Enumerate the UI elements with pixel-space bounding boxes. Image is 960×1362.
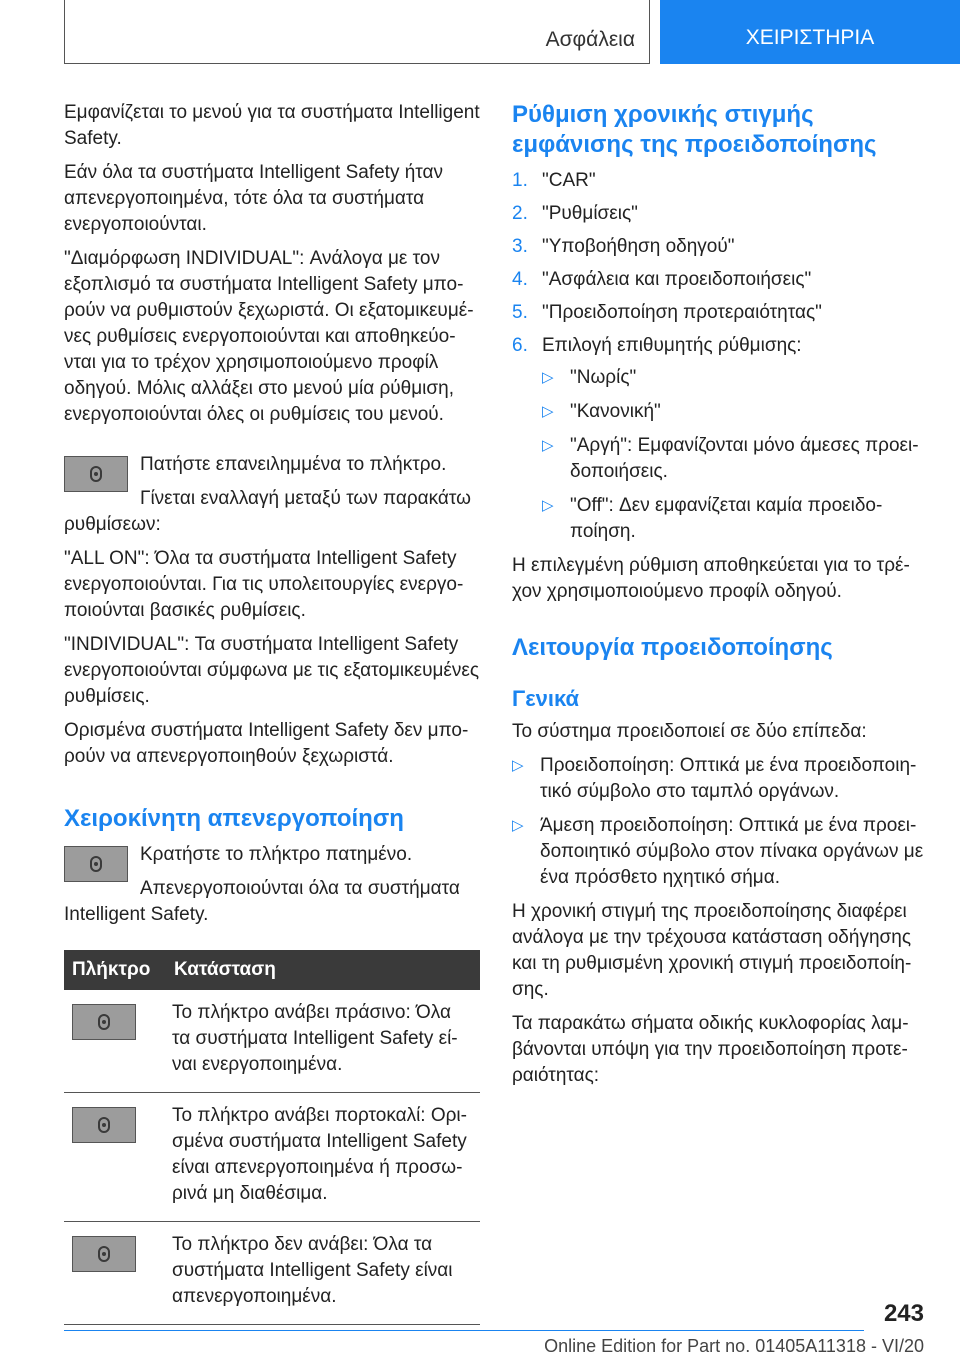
intro-paragraph: Εμφανίζεται το μενού για τα συστήματα Intelligent Safety. — [64, 102, 480, 149]
footer-divider — [64, 1330, 864, 1331]
header-section-box — [64, 0, 650, 64]
table-cell-state: Το πλήκτρο ανάβει πράσινο: Όλα τα συστήματα Intelligent Safety είναι ενεργοποιημένα. — [166, 990, 480, 1093]
timing-options-list — [542, 365, 928, 545]
list-item: ▷ "Νωρίς" — [542, 365, 928, 391]
intelligent-safety-key-icon — [64, 846, 128, 882]
table-cell-key — [64, 990, 166, 1093]
table-cell-state: Το πλήκτρο ανάβει πορτοκαλί: Ορισμένα συστήματα Intelligent Safety είναι απενεργοποιημένα ή προσωρινά μη διαθέσιμα. — [166, 1093, 480, 1222]
hold-key-block — [64, 842, 480, 936]
road-signs-text: Τα παρακάτω σήματα οδικής κυκλοφορίας λαμβάνονται υπόψη για την προειδοποίηση προτεραιότητας: — [512, 1013, 909, 1086]
manual-deactivation-heading: Χειροκίνητη απενεργοποίηση — [64, 805, 404, 832]
triangle-bullet-icon: ▷ — [542, 497, 554, 514]
list-item: 6. Επιλογή επιθυμητής ρύθμισης: ▷ "Νωρίς" ▷ "Κανονική" ▷ "Αργή": Εμφανίζονται μόνο άμεσες προειδοποιήσεις. ▷ "Off": Δεν εμφανίζεται καμία προειδοποίηση. — [512, 333, 928, 545]
triangle-bullet-icon: ▷ — [542, 403, 554, 420]
list-item: ▷ "Κανονική" — [542, 399, 928, 425]
two-levels-text: Το σύστημα προειδοποιεί σε δύο επίπεδα: — [512, 721, 867, 742]
warning-levels-list — [512, 753, 928, 891]
list-item: 1. "CAR" — [512, 170, 596, 191]
table-cell-state: Το πλήκτρο δεν ανάβει: Όλα τα συστήματα Intelligent Safety είναι απενεργοποιημένα. — [166, 1222, 480, 1325]
table-cell-key — [64, 1093, 166, 1222]
key-status-table — [64, 950, 480, 1325]
some-systems-text: Ορισμένα συστήματα Intelligent Safety δεν μπορούν να απενεργοποιηθούν ξεχωριστά. — [64, 720, 469, 767]
hold-key-text: Κρατήστε το πλήκτρο πατημένο. — [140, 844, 413, 865]
triangle-bullet-icon: ▷ — [542, 437, 554, 454]
timing-varies-text: Η χρονική στιγμή της προειδοποίησης διαφέρει ανάλογα με την τρέχουσα κατάσταση οδήγησης και τη ρυθμισμένη χρονική στιγμή προειδοποίησης. — [512, 901, 912, 1000]
warning-function-heading: Λειτουργία προειδοποίησης — [512, 634, 833, 661]
individual-text: "INDIVIDUAL": Τα συστήματα Intelligent Safety ενεργοποιούνται σύμφωνα με τις εξατομικευμένες ρυθμίσεις. — [64, 634, 480, 707]
list-item: ▷ Άμεση προειδοποίηση: Οπτικά με ένα προειδοποιητικό σύμβολο στον πίνακα οργάνων με ένα πρόσθετο ηχητικό σήμα. — [512, 815, 924, 888]
all-off-text: Απενεργοποιούνται όλα τα συστήματα Intelligent Safety. — [64, 878, 460, 925]
repeat-press-block — [64, 452, 480, 546]
intelligent-safety-key-icon — [72, 1107, 136, 1143]
saved-note-text: Η επιλεγμένη ρύθμιση αποθηκεύεται για το τρέχον χρησιμοποιούμενο προφίλ οδηγού. — [512, 555, 910, 602]
list-item: 3. "Υποβοήθηση οδηγού" — [512, 236, 735, 257]
list-item: ▷ Προειδοποίηση: Οπτικά με ένα προειδοποιητικό σύμβολο στο ταμπλό οργάνων. — [512, 755, 917, 802]
table-row — [64, 990, 480, 1093]
list-item: ▷ "Off": Δεν εμφανίζεται καμία προειδοποίηση. — [542, 495, 883, 542]
intro-paragraph: "Διαμόρφωση INDIVIDUAL": Ανάλογα με τον εξοπλισμό τα συστήματα Intelligent Safety μπορούν να ρυθμιστούν ξεχωριστά. Οι εξατομικευμένες ρυθμίσεις ενεργοποιούνται και αποθηκεύονται για το τρέχον χρησιμοποιούμενο προφίλ οδηγού. Μόλις αλλάξει στο μενού μία ρύθμιση, ενεργοποιούνται όλες οι ρυθμίσεις του μενού. — [64, 248, 474, 425]
header-chapter-tab: ΧΕΙΡΙΣΤΗΡΙΑ — [660, 0, 960, 64]
table-header-key: Πλήκτρο — [64, 950, 166, 990]
all-on-text: "ALL ON": Όλα τα συστήματα Intelligent Safety ενεργοποιούνται. Για τις υπολειτουργίες ενεργοποιούνται βασικές ρυθμίσεις. — [64, 548, 464, 621]
left-column — [64, 100, 480, 1325]
table-row — [64, 1222, 480, 1325]
list-item: ▷ "Αργή": Εμφανίζονται μόνο άμεσες προειδοποιήσεις. — [542, 435, 919, 482]
table-cell-key — [64, 1222, 166, 1325]
list-item: 4. "Ασφάλεια και προειδοποιήσεις" — [512, 269, 812, 290]
table-header-row — [64, 950, 480, 990]
footer-edition: Online Edition for Part no. 01405A11318 - VI/20 — [544, 1336, 924, 1356]
table-header-state: Κατάσταση — [166, 950, 480, 990]
intelligent-safety-key-icon — [64, 456, 128, 492]
intro-paragraph: Εάν όλα τα συστήματα Intelligent Safety ήταν απενεργοποιημένα, τότε όλα τα συστήματα ενεργοποιούνται. — [64, 162, 444, 235]
warning-timing-heading: Ρύθμιση χρονικής στιγμής εμφάνισης της προειδοποίησης — [512, 101, 877, 158]
table-row — [64, 1093, 480, 1222]
general-heading: Γενικά — [512, 686, 580, 711]
triangle-bullet-icon: ▷ — [512, 757, 524, 774]
intelligent-safety-key-icon — [72, 1004, 136, 1040]
intelligent-safety-key-icon — [72, 1236, 136, 1272]
triangle-bullet-icon: ▷ — [542, 369, 554, 386]
list-item: 2. "Ρυθμίσεις" — [512, 203, 638, 224]
triangle-bullet-icon: ▷ — [512, 817, 524, 834]
repeat-press-text: Πατήστε επανειλημμένα το πλήκτρο. — [140, 454, 447, 475]
right-column — [512, 100, 928, 1097]
header-section-title: Ασφάλεια — [545, 28, 635, 51]
page-number: 243 — [883, 1300, 924, 1327]
switch-settings-text: Γίνεται εναλλαγή μεταξύ των παρακάτω ρυθμίσεων: — [64, 488, 471, 535]
list-item: 5. "Προειδοποίηση προτεραιότητας" — [512, 302, 822, 323]
timing-steps-list — [512, 168, 928, 545]
